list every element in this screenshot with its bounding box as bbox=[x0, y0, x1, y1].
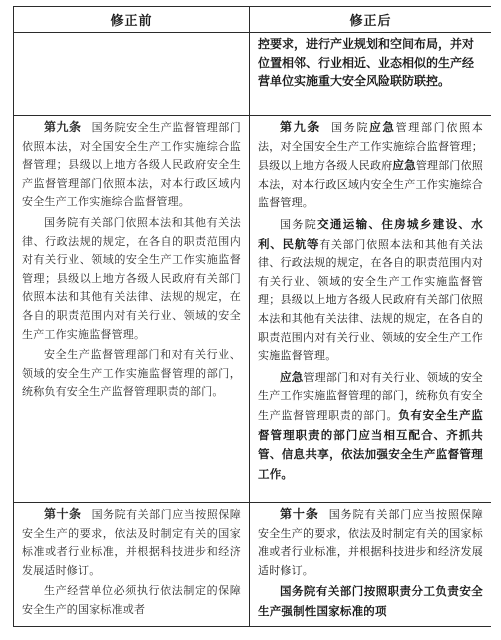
continuation-text: 控要求，进行产业规划和空间布局，并对位置相邻、行业相近、业态相似的生产经营单位实施重大安全风险联防联控。 bbox=[258, 37, 475, 89]
paragraph bbox=[258, 368, 483, 485]
paragraph-text: 安全生产监督管理部门和对有关行业、领域的安全生产工作实施监督管理的部门，统称负有安全生产监督管理职责的部门。 bbox=[22, 348, 241, 399]
cell-before-article10 bbox=[14, 503, 250, 627]
header-before: 修正前 bbox=[14, 7, 250, 33]
paragraph-text: 有关部门依照本法和其他有关法律、行政法规的规定，在各自的职责范围内对有关行业、领域的安全生产工作实施监督管理；县级以上地方各级人民政府有关部门依照本法和其他有关法律、法规的规定，在各自的职责范围内对有关行业、领域的安全生产工作实施监督管理。 bbox=[258, 237, 483, 363]
paragraph bbox=[258, 215, 483, 366]
header-after: 修正后 bbox=[250, 7, 492, 33]
cell-after-article10 bbox=[250, 503, 492, 627]
cell-after-continuation bbox=[250, 33, 492, 116]
table-header-row bbox=[14, 7, 492, 33]
paragraph-text: 国务院 bbox=[331, 121, 370, 134]
cell-before-article9 bbox=[14, 116, 250, 503]
paragraph-text: 管理部门依照本法，对全国安全生产工作实施综合监督管理；县级以上地方各级人民政府 bbox=[258, 121, 483, 173]
amended-text: 国务院有关部门按照职责分工负责安全生产强制性国家标准的项 bbox=[258, 584, 483, 618]
table-row bbox=[14, 116, 492, 503]
amended-text: 应急 bbox=[369, 120, 396, 134]
paragraph-text: 国务院安全生产监督管理部门依照本法，对全国安全生产工作实施综合监督管理；县级以上地方各级人民政府安全生产监督管理部门依照本法，对本行政区域内安全生产工作实施综合监督管理。 bbox=[22, 121, 241, 209]
paragraph-text: 国务院有关部门应当按照保障安全生产的要求，依法及时制定有关的国家标准或者行业标准，并根据科技进步和经济发展适时修订。 bbox=[258, 508, 483, 577]
article-label: 第十条 bbox=[44, 507, 82, 521]
paragraph bbox=[22, 346, 241, 402]
paragraph bbox=[22, 582, 241, 619]
paragraph-text: 管理部门和对有关行业、领域的安全生产工作实施监督管理的部门，统称负有安全生产监督管理职责的部门。 bbox=[258, 370, 483, 422]
paragraph bbox=[258, 505, 483, 580]
comparison-table bbox=[13, 6, 491, 627]
amended-text: 应急 bbox=[392, 158, 416, 173]
paragraph bbox=[258, 118, 483, 213]
article-label: 第九条 bbox=[44, 120, 82, 134]
amended-text: 负有安全生产监督管理职责的部门应当相互配合、齐抓共管、信息共享，依法加强安全生产监督管理工作。 bbox=[258, 407, 483, 481]
paragraph-text: 生产经营单位必须执行依法制定的保障安全生产的国家标准或者 bbox=[22, 584, 241, 616]
cell-before-empty bbox=[14, 33, 250, 116]
article-label: 第九条 bbox=[280, 120, 322, 134]
amended-text: 交通运输、住房城乡建设、水利、民航等 bbox=[258, 216, 483, 251]
table-row bbox=[14, 503, 492, 627]
cell-after-article9 bbox=[250, 116, 492, 503]
table-row bbox=[14, 33, 492, 116]
paragraph bbox=[22, 118, 241, 212]
paragraph-text: 国务院有关部门依照本法和其他有关法律、行政法规的规定，在各自的职责范围内对有关行业、领域的安全生产工作实施监督管理；县级以上地方各级人民政府有关部门依照本法和其他有关法律、法规的规定，在各自的职责范围内对有关行业、领域的安全生产工作实施监督管理。 bbox=[22, 215, 241, 341]
paragraph-text: 国务院有关部门应当按照保障安全生产的要求，依法及时制定有关的国家标准或者行业标准，并根据科技进步和经济发展适时修订。 bbox=[22, 508, 241, 577]
paragraph bbox=[22, 505, 241, 580]
document-page bbox=[13, 6, 491, 640]
paragraph bbox=[258, 582, 483, 621]
article-label: 第十条 bbox=[280, 507, 319, 521]
amended-text: 应急 bbox=[280, 369, 304, 384]
paragraph-text: 国务院 bbox=[280, 217, 318, 231]
paragraph-text: 管理部门依照本法，对本行政区域内安全生产工作实施综合监督管理。 bbox=[258, 159, 484, 210]
paragraph bbox=[22, 214, 241, 344]
